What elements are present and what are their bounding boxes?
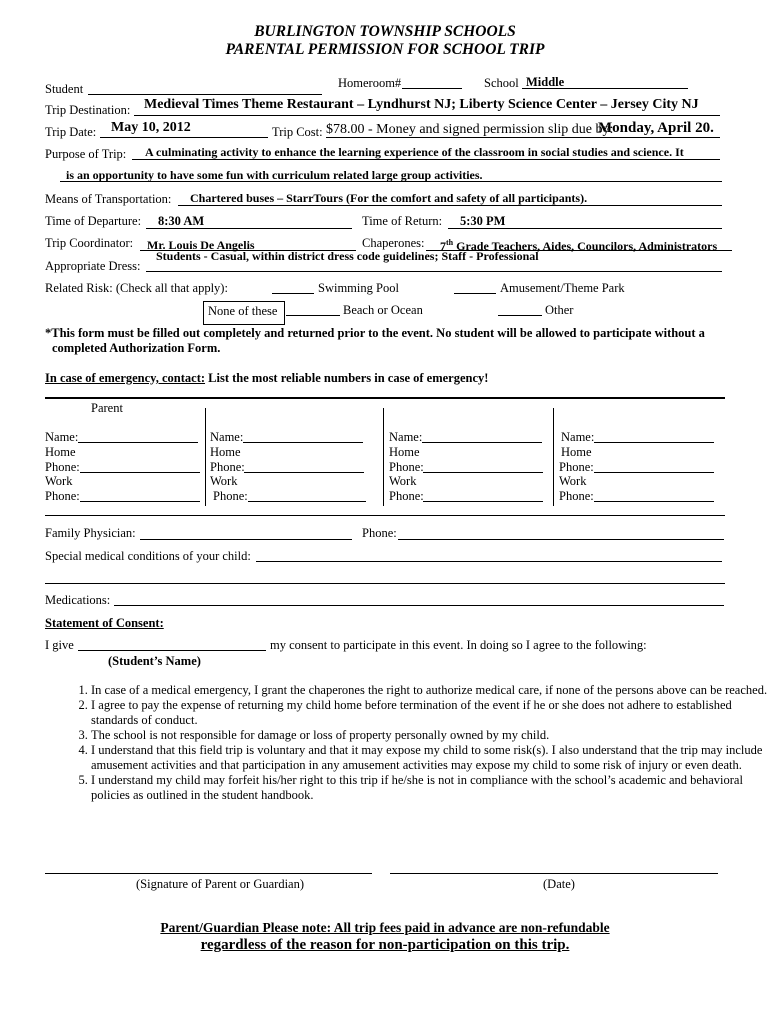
notice-line2: completed Authorization Form. [52, 341, 221, 355]
departure-label: Time of Departure: [45, 214, 142, 228]
contact4-work-label: Work [559, 474, 587, 488]
consent-list [45, 683, 770, 803]
contact3-name-field[interactable] [422, 442, 542, 443]
contact2-home-phone-field[interactable] [244, 472, 364, 473]
student-field[interactable] [88, 94, 322, 95]
chaperones-label: Chaperones: [362, 236, 425, 250]
column-divider-1 [205, 408, 206, 506]
date-field[interactable] [100, 137, 268, 138]
purpose-line2: is an opportunity to have some fun with curriculum related large group activities. [66, 168, 483, 182]
contact1-name-label: Name: [45, 430, 79, 444]
dress-value: Students - Casual, within district dress code guidelines; Staff - Professional [156, 249, 539, 263]
purpose-line1: A culminating activity to enhance the learning experience of the classroom in social studies and science. It [145, 145, 684, 159]
departure-value: 8:30 AM [158, 214, 205, 228]
contact4-name-label: Name: [561, 430, 595, 444]
consent-item: 1. In case of a medical emergency, I grant the chaperones the right to authorize medical care, if none of the persons above can be reached. [91, 683, 770, 698]
parent-signature-line[interactable] [45, 873, 372, 874]
cost-value: $78.00 - Money and signed permission slip due by: [326, 122, 614, 137]
departure-field[interactable] [146, 228, 352, 229]
consent-item: 2. I agree to pay the expense of returning my child home before termination of the event if he or she does not adhere to established standards of conduct. [91, 698, 770, 728]
contact2-home-label: Home [210, 445, 241, 459]
cost-field[interactable] [326, 137, 720, 138]
contact2-name-label: Name: [210, 430, 244, 444]
parent-label: Parent [91, 401, 123, 415]
column-divider-2 [383, 408, 384, 506]
none-of-these-label: None of these [208, 304, 278, 318]
notice-line1: *This form must be filled out completely and returned prior to the event. No student will be allowed to participate without a [45, 326, 705, 340]
consent-text: my consent to participate in this event. In doing so I agree to the following: [270, 638, 647, 652]
contact4-name-field[interactable] [594, 442, 714, 443]
dress-label: Appropriate Dress: [45, 259, 141, 273]
purpose-field-line1[interactable] [132, 159, 720, 160]
date-label: (Date) [543, 877, 575, 891]
emergency-bottom-rule [45, 515, 725, 516]
conditions-field-line2[interactable] [45, 583, 725, 584]
due-date-value: Monday, April 20. [598, 120, 714, 136]
contact4-home-label: Home [561, 445, 592, 459]
contact4-phone-label: Phone: [559, 460, 594, 474]
contact1-name-field[interactable] [78, 442, 198, 443]
homeroom-label: Homeroom# [338, 76, 402, 90]
consent-heading: Statement of Consent: [45, 616, 164, 630]
transport-value: Chartered buses – StarrTours (For the comfort and safety of all participants). [190, 191, 588, 205]
transport-label: Means of Transportation: [45, 192, 172, 206]
physician-phone-label: Phone: [362, 526, 397, 540]
return-value: 5:30 PM [460, 214, 506, 228]
student-name-caption: (Student’s Name) [108, 654, 201, 668]
student-name-field[interactable] [78, 650, 266, 651]
contact2-phone-label: Phone: [210, 460, 245, 474]
amusement-checkbox[interactable] [454, 293, 496, 294]
emergency-top-rule [45, 397, 725, 399]
contact1-work-label: Work [45, 474, 73, 488]
contact3-name-label: Name: [389, 430, 423, 444]
school-value: Middle [526, 75, 565, 89]
school-field[interactable] [522, 88, 688, 89]
coordinator-value: Mr. Louis De Angelis [147, 238, 255, 252]
dress-field[interactable] [146, 271, 722, 272]
medications-label: Medications: [45, 593, 111, 607]
medications-field[interactable] [114, 605, 724, 606]
contact3-home-label: Home [389, 445, 420, 459]
conditions-field-line1[interactable] [256, 561, 722, 562]
coordinator-label: Trip Coordinator: [45, 236, 134, 250]
emergency-subheading: List the most reliable numbers in case of emergency! [208, 371, 489, 385]
transport-field[interactable] [178, 205, 722, 206]
risk-label: Related Risk: (Check all that apply): [45, 281, 228, 295]
date-label: Trip Date: [45, 125, 97, 139]
contact1-work-phone-field[interactable] [80, 501, 200, 502]
consent-item: 5. I understand my child may forfeit his/her right to this trip if he/she is not in compliance with the school’s academic and behavioral policies as outlined in the student handbook. [91, 773, 770, 803]
contact1-home-label: Home [45, 445, 76, 459]
contact4-home-phone-field[interactable] [594, 472, 714, 473]
return-field[interactable] [448, 228, 722, 229]
form-title: PARENTAL PERMISSION FOR SCHOOL TRIP [225, 41, 545, 58]
return-label: Time of Return: [362, 214, 443, 228]
other-label: Other [545, 303, 574, 317]
school-label: School [484, 76, 519, 90]
contact3-work-label: Work [389, 474, 417, 488]
contact3-home-phone-field[interactable] [423, 472, 543, 473]
column-divider-3 [553, 408, 554, 506]
i-give-label: I give [45, 638, 74, 652]
emergency-heading-row [45, 371, 488, 386]
footer-note-line2: regardless of the reason for non-participation on this trip. [200, 937, 570, 953]
amusement-label: Amusement/Theme Park [500, 281, 625, 295]
purpose-label: Purpose of Trip: [45, 147, 127, 161]
beach-checkbox[interactable] [286, 315, 340, 316]
purpose-field-line2[interactable] [60, 181, 722, 182]
contact4-work-phone-field[interactable] [594, 501, 714, 502]
physician-phone-field[interactable] [398, 539, 724, 540]
footer-note-line1: Parent/Guardian Please note: All trip fees paid in advance are non-refundable [160, 920, 610, 935]
contact3-work-phone-field[interactable] [423, 501, 543, 502]
physician-label: Family Physician: [45, 526, 136, 540]
swimming-label: Swimming Pool [318, 281, 399, 295]
contact2-work-label: Work [210, 474, 238, 488]
consent-item: 4. I understand that this field trip is voluntary and that it may expose my child to some risk(s). I also understand that the trip may include amusement activities and that participation in any amusement activities may expose my child to some risk of injury or even death. [91, 743, 770, 773]
contact2-work-phone-label: Phone: [213, 489, 248, 503]
cost-label: Trip Cost: [272, 125, 323, 139]
destination-value: Medieval Times Theme Restaurant – Lyndhurst NJ; Liberty Science Center – Jersey City NJ [144, 97, 699, 112]
conditions-label: Special medical conditions of your child: [45, 549, 251, 563]
chaperones-value: 7th Grade Teachers, Aides, Councilors, Administrators [440, 238, 718, 253]
destination-label: Trip Destination: [45, 103, 131, 117]
parent-signature-label: (Signature of Parent or Guardian) [136, 877, 304, 891]
other-checkbox[interactable] [498, 315, 542, 316]
school-name: BURLINGTON TOWNSHIP SCHOOLS [254, 23, 516, 40]
contact2-name-field[interactable] [243, 442, 363, 443]
date-signature-line[interactable] [390, 873, 718, 874]
swimming-checkbox[interactable] [272, 293, 314, 294]
student-label: Student [45, 82, 84, 96]
consent-item: 3. The school is not responsible for damage or loss of property personally owned by my child. [91, 728, 770, 743]
contact1-phone-label: Phone: [45, 460, 80, 474]
date-value: May 10, 2012 [111, 120, 191, 135]
contact1-work-phone-label: Phone: [45, 489, 80, 503]
contact3-phone-label: Phone: [389, 460, 424, 474]
destination-field[interactable] [134, 115, 720, 116]
contact4-work-phone-label: Phone: [559, 489, 594, 503]
beach-label: Beach or Ocean [343, 303, 423, 317]
contact2-work-phone-field[interactable] [248, 501, 366, 502]
emergency-heading: In case of emergency, contact: [45, 371, 206, 385]
contact3-work-phone-label: Phone: [389, 489, 424, 503]
physician-field[interactable] [140, 539, 352, 540]
contact1-home-phone-field[interactable] [80, 472, 200, 473]
homeroom-field[interactable] [402, 88, 462, 89]
